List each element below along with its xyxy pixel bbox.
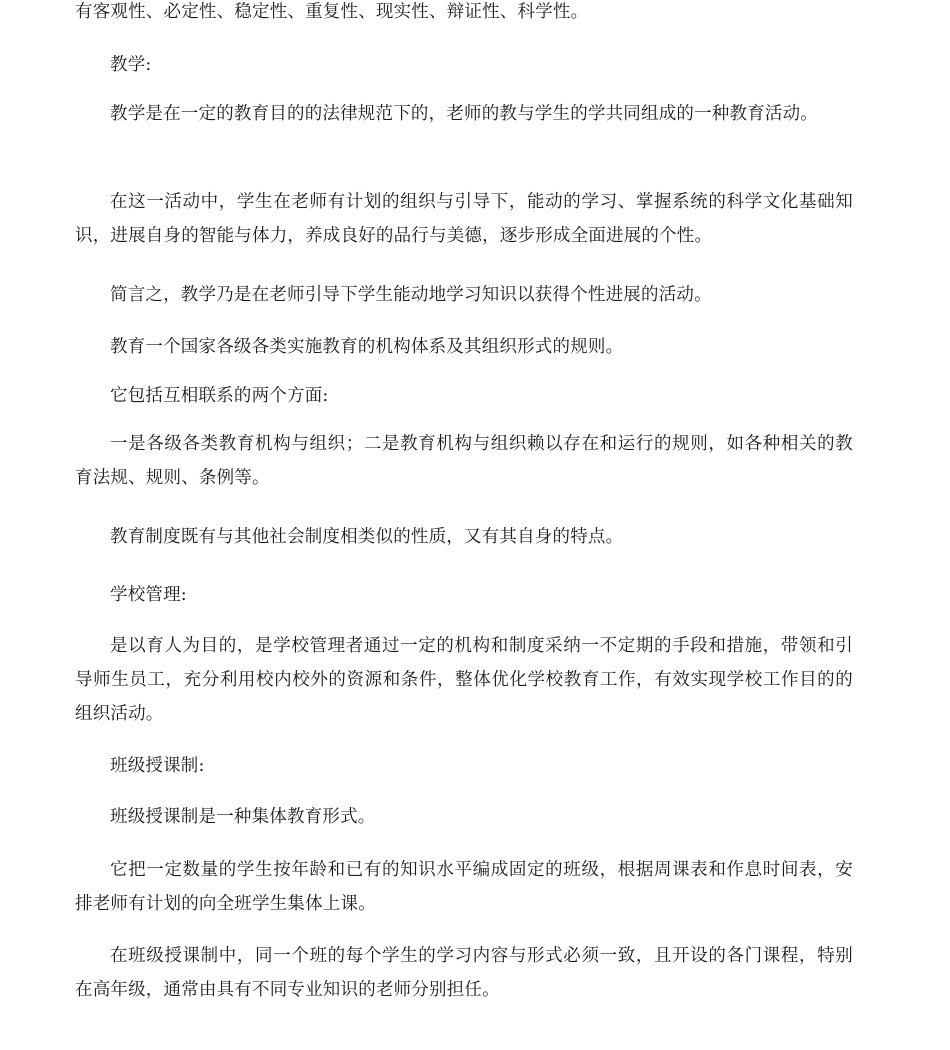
paragraph-education-system: 教育一个国家各级各类实施教育的机构体系及其组织形式的规则。 [110,337,624,357]
paragraph-teaching-definition: 教学是在一定的教育目的的法律规范下的，老师的教与学生的学共同组成的一种教育活动。 [110,104,818,124]
paragraph-teaching-summary: 简言之，教学乃是在老师引导下学生能动地学习知识以获得个性进展的活动。 [110,285,712,305]
paragraph-system-nature: 教育制度既有与其他社会制度相类似的性质，又有其自身的特点。 [110,527,624,547]
paragraph-class-grouping: 它把一定数量的学生按年龄和已有的知识水平编成固定的班级，根据周课表和作息时间表，安排老师有计划的向全班学生集体上课。 [75,860,853,914]
paragraph-teaching-activity: 在这一活动中，学生在老师有计划的组织与引导下，能动的学习、掌握系统的科学文化基础知识，进展自身的智能与体力，养成良好的品行与美德，逐步形成全面进展的个性。 [75,192,853,246]
paragraph-class-teaching-def: 班级授课制是一种集体教育形式。 [110,807,376,827]
paragraph-aspects-detail: 一是各级各类教育机构与组织；二是教育机构与组织赖以存在和运行的规则，如各种相关的教育法规、规则、条例等。 [75,434,853,488]
paragraph-continuation: 有客观性、必定性、稳定性、重复性、现实性、辩证性、科学性。 [75,2,589,22]
heading-teaching: 教学: [110,55,152,75]
paragraph-class-content: 在班级授课制中，同一个班的每个学生的学习内容与形式必须一致，且开设的各门课程，特别在高年级，通常由具有不同专业知识的老师分别担任。 [75,946,853,1000]
paragraph-school-management: 是以育人为目的，是学校管理者通过一定的机构和制度采纳一不定期的手段和措施，带领和引导师生员工，充分利用校内校外的资源和条件，整体优化学校教育工作，有效实现学校工作目的的组织活动。 [75,636,853,724]
paragraph-two-aspects: 它包括互相联系的两个方面: [110,386,329,406]
heading-class-teaching: 班级授课制: [110,756,205,776]
heading-school-management: 学校管理: [110,585,187,605]
